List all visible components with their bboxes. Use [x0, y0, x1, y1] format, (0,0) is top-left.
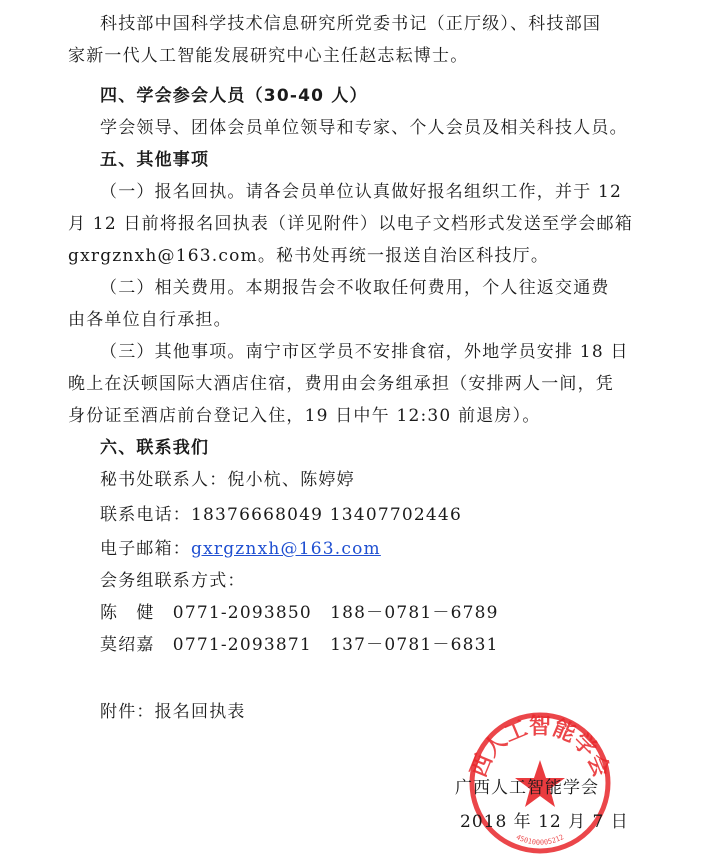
signature-org: 广西人工智能学会 — [455, 778, 599, 798]
item-3-line-3: 身份证至酒店前台登记入住，19 日中午 12:30 前退房）。 — [68, 406, 541, 426]
group-contact-label: 会务组联系方式： — [100, 571, 246, 591]
contact-person: 秘书处联系人：倪小杭、陈婷婷 — [100, 470, 355, 490]
seal-bottom-digits: 450100005212 — [514, 833, 566, 847]
item-1-line-2: 月 12 日前将报名回执表（详见附件）以电子文档形式发送至学会邮箱 — [68, 214, 634, 234]
intro-line-2: 家新一代人工智能发展研究中心主任赵志耘博士。 — [68, 46, 469, 66]
section-4-title: 四、学会参会人员（30-40 人） — [100, 86, 368, 106]
seal-arc-text: 西人工智能学会 — [465, 713, 615, 781]
section-6-title: 六、联系我们 — [100, 438, 210, 458]
item-2-line-2: 由各单位自行承担。 — [68, 310, 232, 330]
item-3-line-2: 晚上在沃顿国际大酒店住宿，费用由会务组承担（安排两人一间，凭 — [68, 374, 614, 394]
item-1-line-1: （一）报名回执。请各会员单位认真做好报名组织工作，并于 12 — [100, 182, 623, 202]
contact-email-label: 电子邮箱： — [100, 539, 191, 559]
signature-date: 2018 年 12 月 7 日 — [460, 812, 629, 832]
section-5-title: 五、其他事项 — [100, 150, 210, 170]
contact-person-2: 莫绍嘉 0771-2093871 137－0781－6831 — [100, 635, 499, 655]
contact-email-line — [100, 537, 381, 561]
section-4-text: 学会领导、团体会员单位领导和专家、个人会员及相关科技人员。 — [100, 118, 628, 138]
item-1-line-3: gxrgznxh@163.com。秘书处再统一报送自治区科技厅。 — [68, 246, 550, 266]
item-3-line-1: （三）其他事项。南宁市区学员不安排食宿，外地学员安排 18 日 — [100, 342, 629, 362]
contact-email-link[interactable]: gxrgznxh@163.com — [191, 539, 381, 559]
attachment-note: 附件：报名回执表 — [100, 702, 246, 722]
item-2-line-1: （二）相关费用。本期报告会不收取任何费用，个人往返交通费 — [100, 278, 610, 298]
contact-phone: 联系电话：18376668049 13407702446 — [100, 505, 462, 525]
intro-line-1: 科技部中国科学技术信息研究所党委书记（正厅级）、科技部国 — [100, 14, 602, 34]
contact-person-1: 陈 健 0771-2093850 188－0781－6789 — [100, 603, 499, 623]
